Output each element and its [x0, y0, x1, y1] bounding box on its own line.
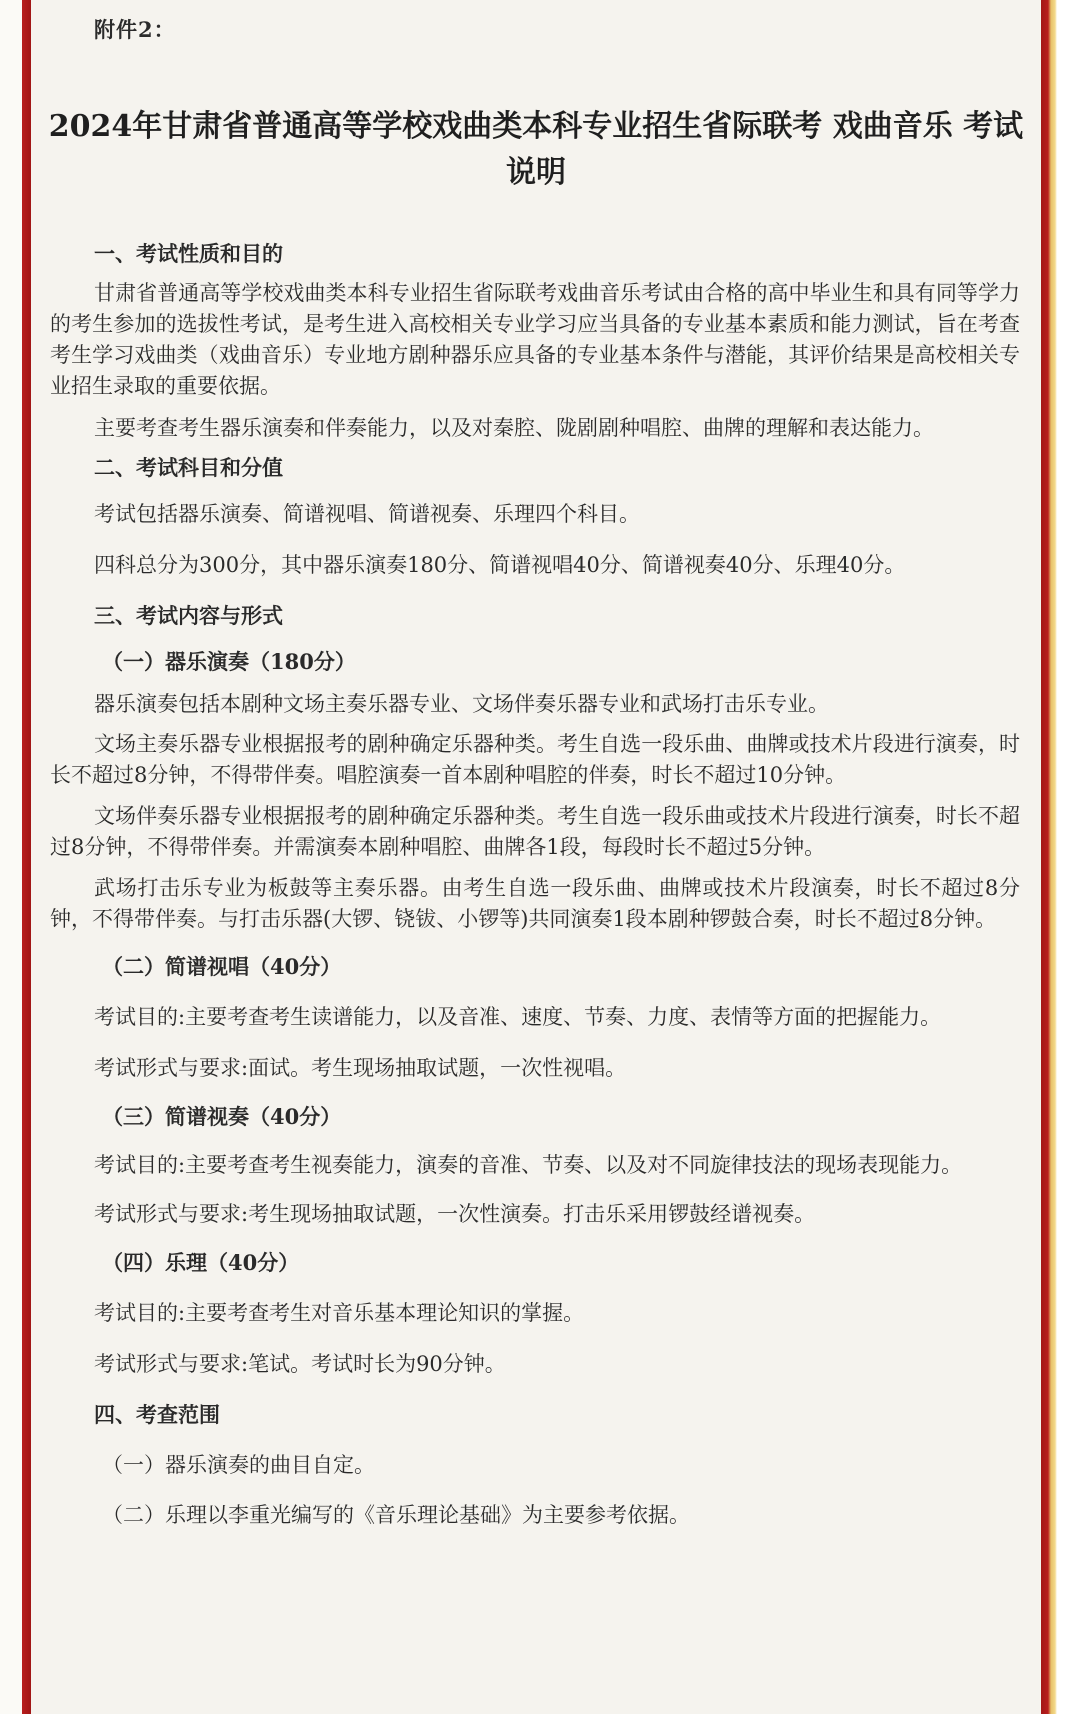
- section-4-heading: 四、考查范围: [94, 1402, 220, 1427]
- attachment-label: 附件2：: [94, 17, 176, 42]
- section-2-paragraph-1: 考试包括器乐演奏、简谱视唱、简谱视奏、乐理四个科目。: [94, 502, 640, 526]
- section-1-paragraph-1: 甘肃省普通高等学校戏曲类本科专业招生省际联考戏曲音乐考试由合格的高中毕业生和具有同等学力的考生参加的选拔性考试，是考生进入高校相关专业学习应当具备的专业基本素质和能力测试，旨在考查考生学习戏曲类（戏曲音乐）专业地方剧种器乐应具备的专业基本条件与潜能，其评价结果是高校相关专业招生录取的重要依据。: [50, 281, 1020, 398]
- subsection-3-paragraph-1: 考试目的:主要考查考生视奏能力，演奏的音准、节奏、以及对不同旋律技法的现场表现能力。: [94, 1153, 963, 1177]
- subsection-4-heading: （四）乐理（40分）: [102, 1250, 300, 1275]
- subsection-1-paragraph-1: 器乐演奏包括本剧种文场主奏乐器专业、文场伴奏乐器专业和武场打击乐专业。: [94, 692, 829, 716]
- section-1-heading: 一、考试性质和目的: [94, 241, 283, 266]
- subsection-3-paragraph-2: 考试形式与要求:考生现场抽取试题，一次性演奏。打击乐采用锣鼓经谱视奏。: [94, 1202, 816, 1226]
- left-red-border: [0, 0, 31, 1714]
- subsection-2-paragraph-1: 考试目的:主要考查考生读谱能力，以及音准、速度、节奏、力度、表情等方面的把握能力。: [94, 1005, 942, 1029]
- subsection-1-paragraph-4: 武场打击乐专业为板鼓等主奏乐器。由考生自选一段乐曲、曲牌或技术片段演奏，时长不超过8分钟，不得带伴奏。与打击乐器(大锣、铙钹、小锣等)共同演奏1段本剧种锣鼓合奏，时长不超过8分钟。: [50, 876, 1020, 931]
- section-4-item-1: （一）器乐演奏的曲目自定。: [102, 1453, 375, 1477]
- section-4-item-2: （二）乐理以李重光编写的《音乐理论基础》为主要参考依据。: [102, 1503, 690, 1527]
- title-line-2: 说明: [506, 155, 566, 190]
- subsection-1-heading: （一）器乐演奏（180分）: [102, 649, 356, 674]
- subsection-3-heading: （三）简谱视奏（40分）: [102, 1104, 342, 1129]
- section-2-heading: 二、考试科目和分值: [94, 455, 283, 480]
- subsection-1-paragraph-2: 文场主奏乐器专业根据报考的剧种确定乐器种类。考生自选一段乐曲、曲牌或技术片段进行演奏，时长不超过8分钟，不得带伴奏。唱腔演奏一首本剧种唱腔的伴奏，时长不超过10分钟。: [50, 732, 1020, 787]
- title-line-1: 2024年甘肃省普通高等学校戏曲类本科专业招生省际联考 戏曲音乐 考试: [48, 109, 1024, 144]
- subsection-2-heading: （二）简谱视唱（40分）: [102, 954, 342, 979]
- subsection-2-paragraph-2: 考试形式与要求:面试。考生现场抽取试题，一次性视唱。: [94, 1056, 627, 1080]
- section-1-paragraph-2: 主要考查考生器乐演奏和伴奏能力，以及对秦腔、陇剧剧种唱腔、曲牌的理解和表达能力。: [94, 416, 934, 440]
- document-body: [50, 238, 1020, 1531]
- section-3-heading: 三、考试内容与形式: [94, 603, 283, 628]
- subsection-4-paragraph-1: 考试目的:主要考查考生对音乐基本理论知识的掌握。: [94, 1301, 585, 1325]
- right-red-gold-border: [1041, 0, 1080, 1714]
- subsection-1-paragraph-3: 文场伴奏乐器专业根据报考的剧种确定乐器种类。考生自选一段乐曲或技术片段进行演奏，时长不超过8分钟，不得带伴奏。并需演奏本剧种唱腔、曲牌各1段，每段时长不超过5分钟。: [50, 804, 1020, 859]
- document-title: [48, 104, 1024, 196]
- section-2-paragraph-2: 四科总分为300分，其中器乐演奏180分、简谱视唱40分、简谱视奏40分、乐理40分。: [94, 553, 906, 577]
- subsection-4-paragraph-2: 考试形式与要求:笔试。考试时长为90分钟。: [94, 1352, 506, 1376]
